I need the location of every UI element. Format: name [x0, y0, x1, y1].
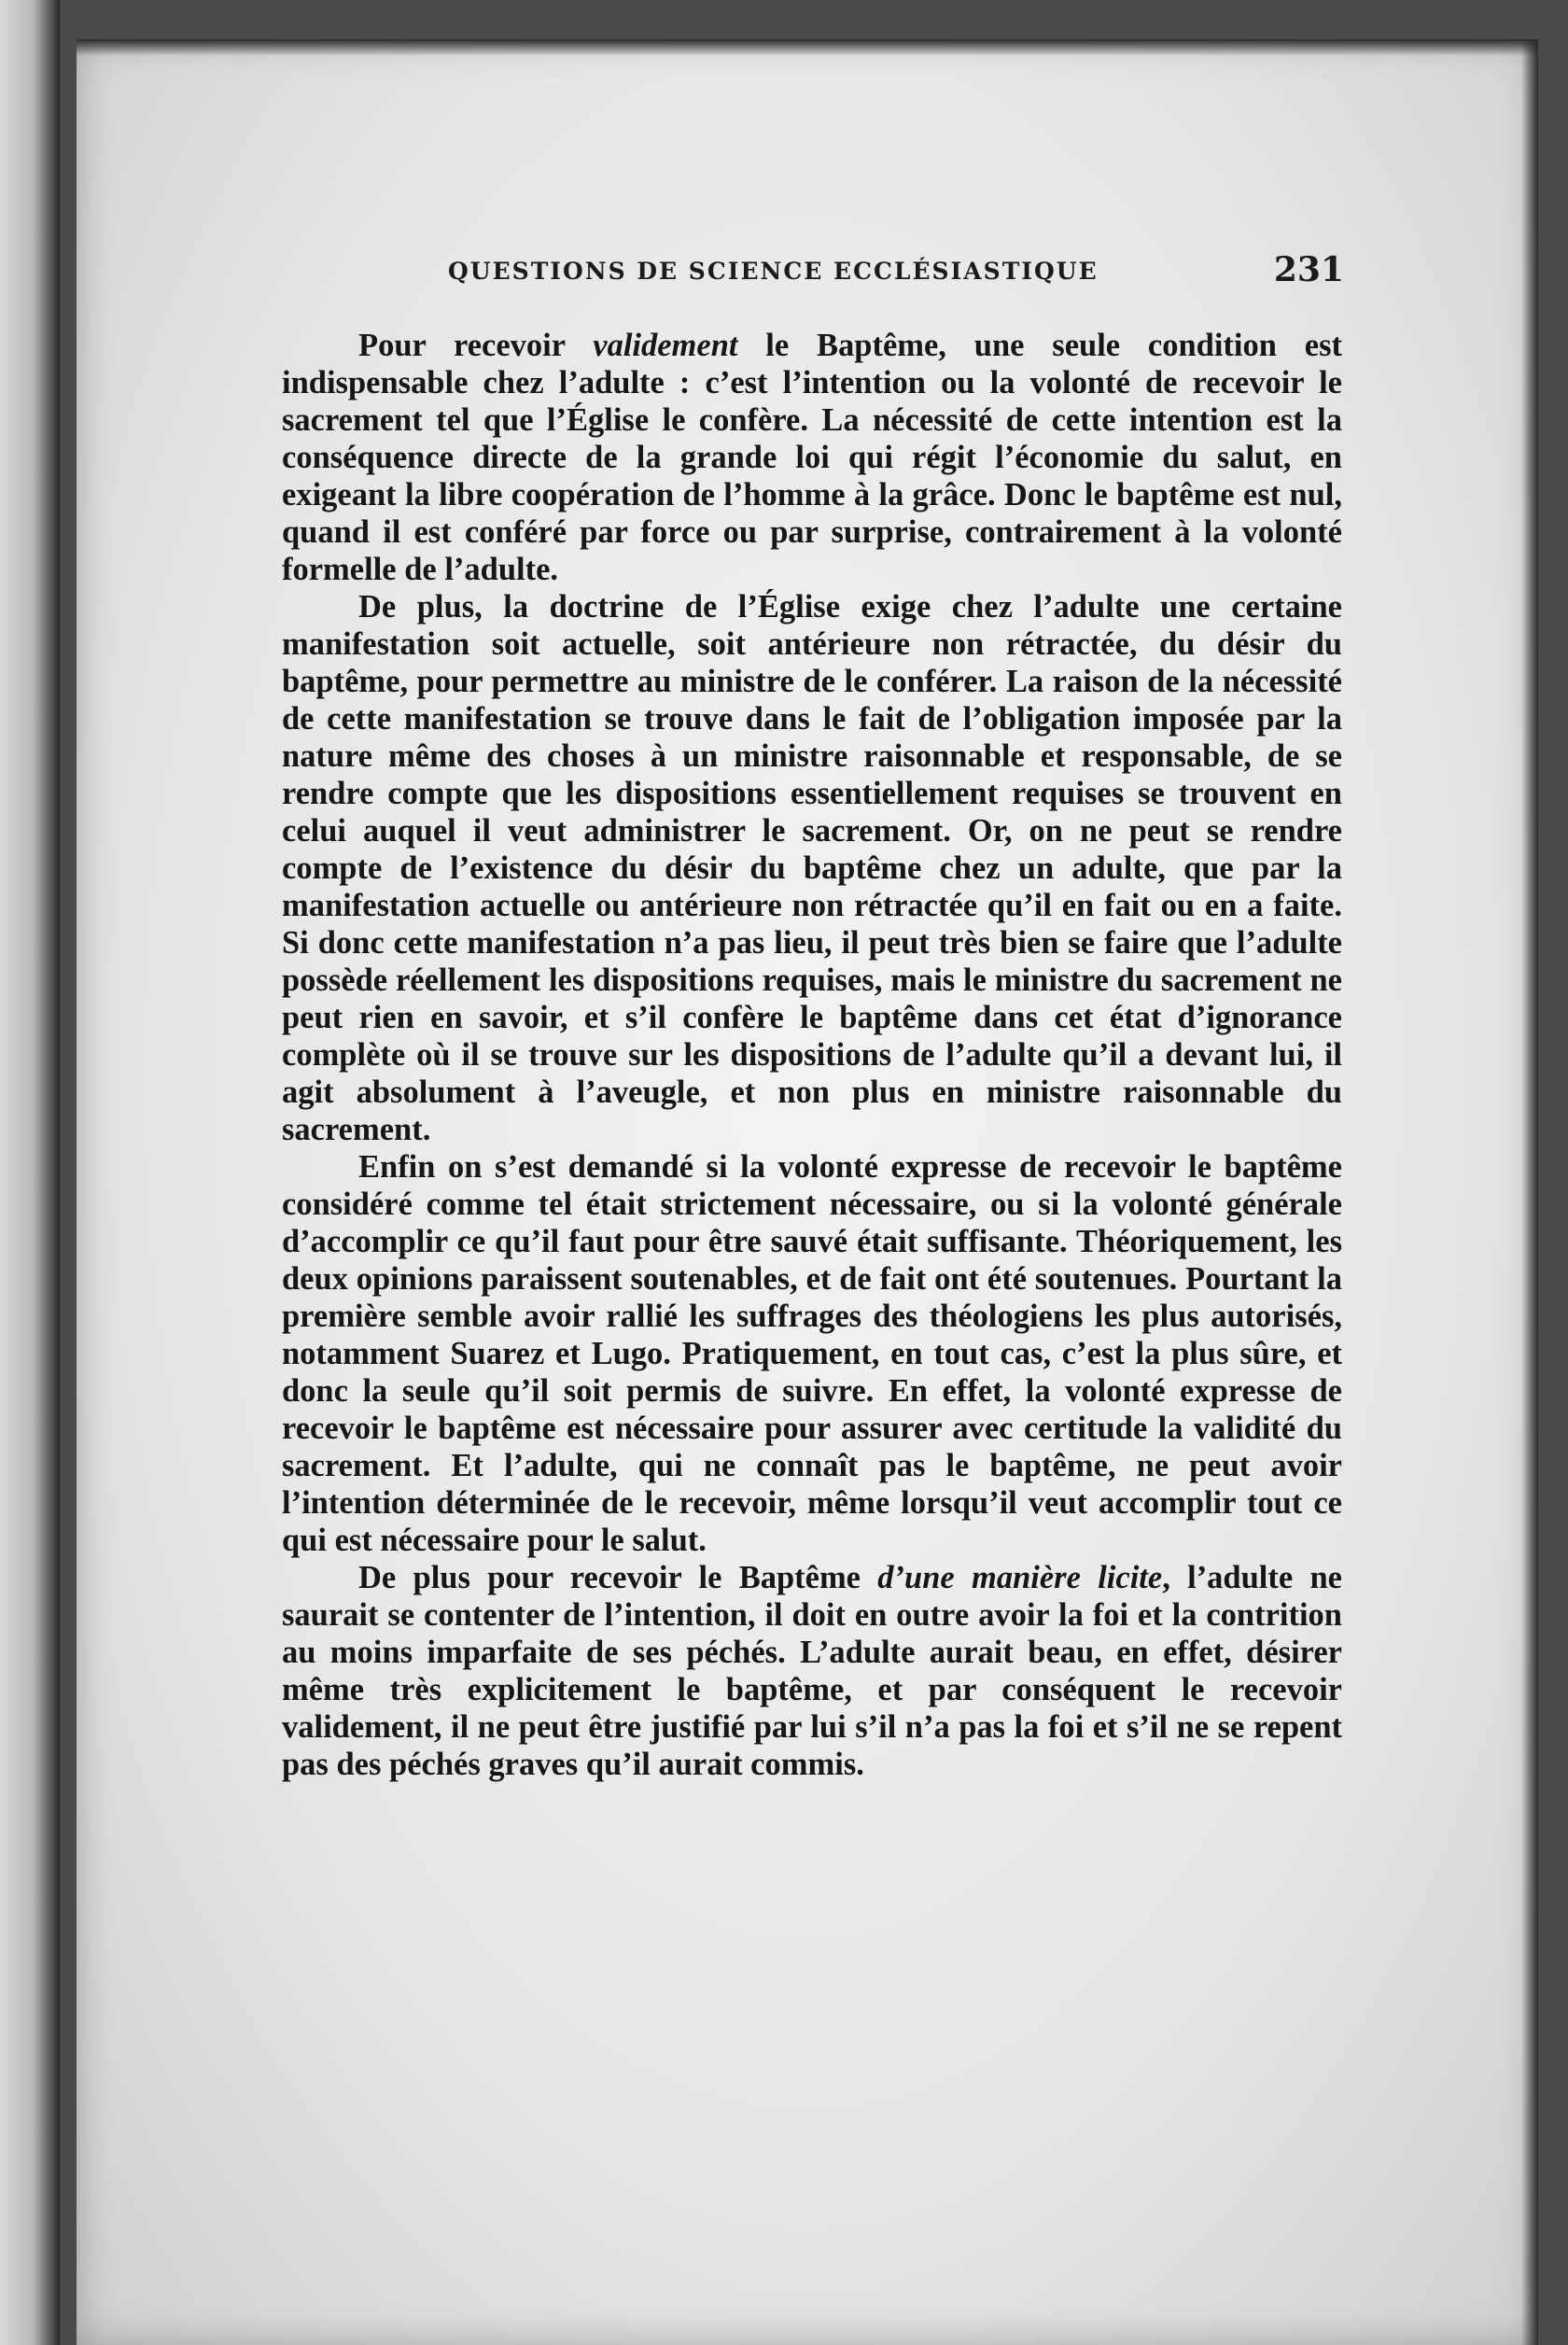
paragraph-3-text: Enfin on s’est demandé si la volonté expresse de recevoir le baptême considéré comme tel était strictement nécessaire, ou si la volonté générale d’accomplir ce qu’il faut pour être sauvé était suffisante. Théoriquement, les deux opinions paraissent soutenables, et de fait ont été soutenues. Pourtant la première semble avoir rallié les suffrages des théologiens les plus autorisés, notamment Suarez et Lugo. Pratiquement, en tout cas, c’est la plus sûre, et donc la seule qu’il soit permis de suivre. En effet, la volonté expresse de recevoir le baptême est nécessaire pour assurer avec certitude la validité du sacrement. Et l’adulte, qui ne connaît pas le baptême, ne peut avoir l’intention déterminée de le recevoir, même lorsqu’il veut accomplir tout ce qui est nécessaire pour le salut.: [282, 1149, 1342, 1558]
paragraph-2: [282, 588, 1342, 1148]
paragraph-1-text-cont: le Baptême, une seule condition est indispensable chez l’adulte : c’est l’intention ou la volonté de recevoir le sacrement tel que l’Église le confère. La nécessité de cette intention est la conséquence directe de la grande loi qui régit l’économie du salut, en exigeant la libre coopération de l’homme à la grâce. Donc le baptême est nul, quand il est conféré par force ou par surprise, contrairement à la volonté formelle de l’adulte.: [282, 328, 1342, 587]
paragraph-1-text: Pour recevoir: [358, 328, 594, 363]
paragraph-3: [282, 1148, 1342, 1559]
page-top-shadow: [77, 39, 1538, 56]
running-title: QUESTIONS DE SCIENCE ECCLÉSIASTIQUE: [448, 258, 1099, 285]
previous-page-edge: [0, 0, 60, 2345]
paragraph-4-emphasis: d’une manière licite: [877, 1560, 1163, 1595]
page-header: [280, 250, 1344, 297]
paragraph-4-text-cont: , l’adulte ne saurait se contenter de l’intention, il doit en outre avoir la foi et la contrition au moins imparfaite de ses péchés. L’adulte aurait beau, en effet, désirer même très explicitement le baptême, et par conséquent le recevoir validement, il ne peut être justifié par lui s’il n’a pas la foi et s’il ne se repent pas des péchés graves qu’il aurait commis.: [282, 1560, 1342, 1782]
page-number: 231: [1273, 250, 1344, 289]
page-right-shadow: [1521, 39, 1538, 2345]
paragraph-4-text: De plus pour recevoir le Baptême: [358, 1560, 878, 1595]
paragraph-4: [282, 1559, 1342, 1783]
paragraph-1-emphasis: validement: [593, 328, 738, 363]
paragraph-1: [282, 327, 1342, 588]
body-text: [282, 327, 1342, 1783]
paragraph-2-text: De plus, la doctrine de l’Église exige chez l’adulte une certaine manifestation soit actuelle, soit antérieure non rétractée, du désir du baptême, pour permettre au ministre de le conférer. La raison de la nécessité de cette manifestation se trouve dans le fait de l’obligation imposée par la nature même des choses à un ministre raisonnable et responsable, de se rendre compte que les dispositions essentiellement requises se trouvent en celui auquel il veut administrer le sacrement. Or, on ne peut se rendre compte de l’existence du désir du baptême chez un adulte, que par la manifestation actuelle ou antérieure non rétractée qu’il en fait ou en a faite. Si donc cette manifestation n’a pas lieu, il peut très bien se faire que l’adulte possède réellement les dispositions requises, mais le ministre du sacrement ne peut rien en savoir, et s’il confère le baptême dans cet état d’ignorance complète où il se trouve sur les dispositions de l’adulte qu’il a devant lui, il agit absolument à l’aveugle, et non plus en ministre raisonnable du sacrement.: [282, 589, 1342, 1147]
